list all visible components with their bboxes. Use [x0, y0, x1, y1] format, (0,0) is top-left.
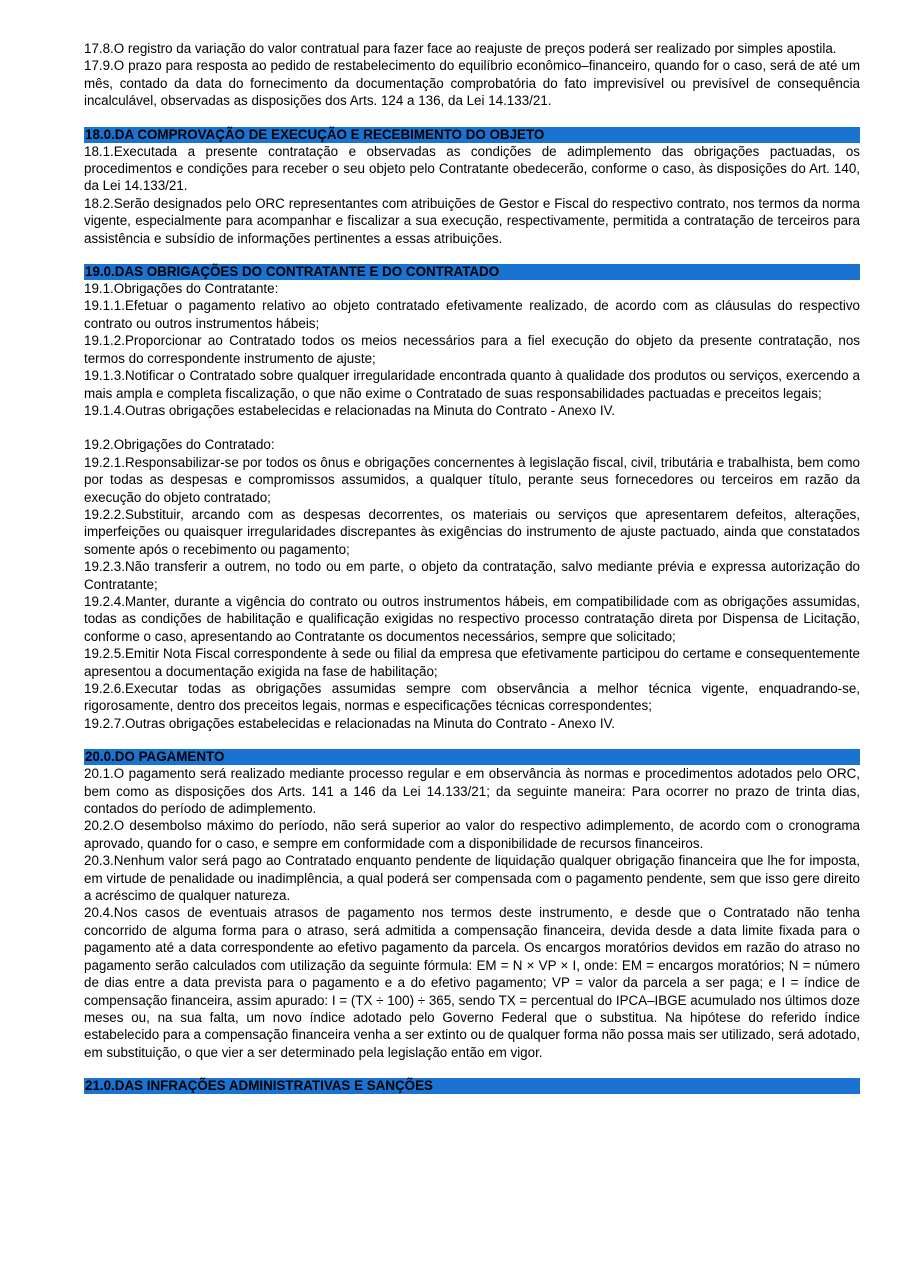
document-page	[84, 40, 860, 1094]
paragraph-spacer	[84, 732, 860, 749]
clause-paragraph: 19.1.Obrigações do Contratante:	[84, 281, 279, 297]
clause-paragraph: 19.1.3.Notificar o Contratado sobre qualquer irregularidade encontrada quanto à qualidade dos produtos ou serviços, exercendo a mais ampla e completa fiscalização, o que não exime o Contratado de suas responsabilidades pactuadas e preceitos legais;	[84, 368, 860, 401]
clause-paragraph: 19.1.2.Proporcionar ao Contratado todos os meios necessários para a fiel execução do objeto da presente contratação, nos termos do correspondente instrumento de ajuste;	[84, 333, 860, 366]
clause-paragraph: 20.1.O pagamento será realizado mediante processo regular e em observância às normas e procedimentos adotados pelo ORC, bem como as disposições dos Arts. 141 a 146 da Lei 14.133/21; da seguinte maneira: Para ocorrer no prazo de trinta dias, contados do período de adimplemento.	[84, 766, 860, 817]
clause-paragraph: 18.2.Serão designados pelo ORC representantes com atribuições de Gestor e Fiscal do respectivo contrato, nos termos da norma vigente, especialmente para acompanhar e fiscalizar a sua execução, respectivamente, permitida a contratação de terceiros para assistência e subsídio de informações pertinentes a essas atribuições.	[84, 195, 860, 246]
paragraph-spacer	[84, 247, 860, 264]
clause-paragraph: 19.1.1.Efetuar o pagamento relativo ao objeto contratado efetivamente realizado, de acordo com as cláusulas do respectivo contrato ou outros instrumentos hábeis;	[84, 298, 860, 331]
paragraph-spacer	[84, 419, 860, 436]
clause-paragraph: 19.2.3.Não transferir a outrem, no todo ou em parte, o objeto da contratação, salvo mediante prévia e expressa autorização do Contratante;	[84, 559, 860, 592]
section-heading: 20.0.DO PAGAMENTO	[84, 749, 860, 765]
clause-paragraph: 19.2.1.Responsabilizar-se por todos os ônus e obrigações concernentes à legislação fiscal, civil, tributária e trabalhista, bem como por todas as despesas e compromissos assumidos, a qualquer título, perante seus fornecedores ou terceiros em razão da execução do objeto contratado;	[84, 454, 860, 505]
clause-paragraph: 20.3.Nenhum valor será pago ao Contratado enquanto pendente de liquidação qualquer obrigação financeira que lhe for imposta, em virtude de penalidade ou inadimplência, a qual poderá ser compensada com o pagamento pendente, sem que isso gere direito a acréscimo de qualquer natureza.	[84, 853, 860, 904]
clause-paragraph: 20.2.O desembolso máximo do período, não será superior ao valor do respectivo adimplemento, de acordo com o cronograma aprovado, quando for o caso, e sempre em conformidade com a disponibilidade de recursos financeiros.	[84, 818, 860, 851]
paragraph-spacer	[84, 1061, 860, 1078]
clause-paragraph: 17.9.O prazo para resposta ao pedido de restabelecimento do equilíbrio econômico–financeiro, quando for o caso, será de até um mês, contado da data do fornecimento da documentação comprobatória do fato imprevisível ou previsível de consequência incalculável, observadas as disposições dos Arts. 124 a 136, da Lei 14.133/21.	[84, 58, 860, 109]
section-heading: 19.0.DAS OBRIGAÇÕES DO CONTRATANTE E DO CONTRATADO	[84, 264, 860, 280]
clause-paragraph: 19.2.6.Executar todas as obrigações assumidas sempre com observância a melhor técnica vigente, enquadrando-se, rigorosamente, dentro dos preceitos legais, normas e especificações técnicas correspondentes;	[84, 681, 860, 714]
clause-paragraph: 19.2.4.Manter, durante a vigência do contrato ou outros instrumentos hábeis, em compatibilidade com as obrigações assumidas, todas as condições de habilitação e qualificação exigidas no respectivo processo contratação direta por Dispensa de Licitação, conforme o caso, apresentando ao Contratante os documentos necessários, sempre que solicitado;	[84, 593, 860, 644]
clause-paragraph: 18.1.Executada a presente contratação e observadas as condições de adimplemento das obrigações pactuadas, os procedimentos e condições para receber o seu objeto pelo Contratante obedecerão, conforme o caso, às disposições do Art. 140, da Lei 14.133/21.	[84, 143, 860, 194]
clause-paragraph: 19.2.7.Outras obrigações estabelecidas e relacionadas na Minuta do Contrato - Anexo IV.	[84, 715, 616, 731]
clause-paragraph: 17.8.O registro da variação do valor contratual para fazer face ao reajuste de preços poderá ser realizado por simples apostila.	[84, 41, 837, 56]
section-heading: 21.0.DAS INFRAÇÕES ADMINISTRATIVAS E SANÇÕES	[84, 1078, 860, 1094]
section-heading: 18.0.DA COMPROVAÇÃO DE EXECUÇÃO E RECEBIMENTO DO OBJETO	[84, 127, 860, 143]
clause-paragraph: 20.4.Nos casos de eventuais atrasos de pagamento nos termos deste instrumento, e desde que o Contratado não tenha concorrido de alguma forma para o atraso, será admitida a compensação financeira, devida desde a data limite fixada para o pagamento até a data correspondente ao efetivo pagamento da parcela. Os encargos moratórios devidos em razão do atraso no pagamento serão calculados com utilização da seguinte fórmula: EM = N × VP × I, onde: EM = encargos moratórios; N = número de dias entre a data prevista para o pagamento e a do efetivo pagamento; VP = valor da parcela a ser paga; e I = índice de compensação financeira, assim apurado: I = (TX ÷ 100) ÷ 365, sendo TX = percentual do IPCA–IBGE acumulado nos últimos doze meses ou, na sua falta, um novo índice adotado pelo Governo Federal que o substitua. Na hipótese do referido índice estabelecido para a compensação financeira venha a ser extinto ou de qualquer forma não possa mais ser utilizado, será adotado, em substituição, o que vier a ser determinado pela legislação então em vigor.	[84, 905, 860, 1060]
clause-paragraph: 19.2.5.Emitir Nota Fiscal correspondente à sede ou filial da empresa que efetivamente participou do certame e consequentemente apresentou a documentação exigida na fase de habilitação;	[84, 646, 860, 679]
paragraph-spacer	[84, 110, 860, 127]
clause-paragraph: 19.2.Obrigações do Contratado:	[84, 437, 275, 453]
clause-paragraph: 19.1.4.Outras obrigações estabelecidas e relacionadas na Minuta do Contrato - Anexo IV.	[84, 402, 616, 418]
clause-paragraph: 19.2.2.Substituir, arcando com as despesas decorrentes, os materiais ou serviços que apresentarem defeitos, alterações, imperfeições ou quaisquer irregularidades discrepantes às exigências do instrumento de ajuste pactuado, ainda que constatados somente após o recebimento ou pagamento;	[84, 506, 860, 557]
